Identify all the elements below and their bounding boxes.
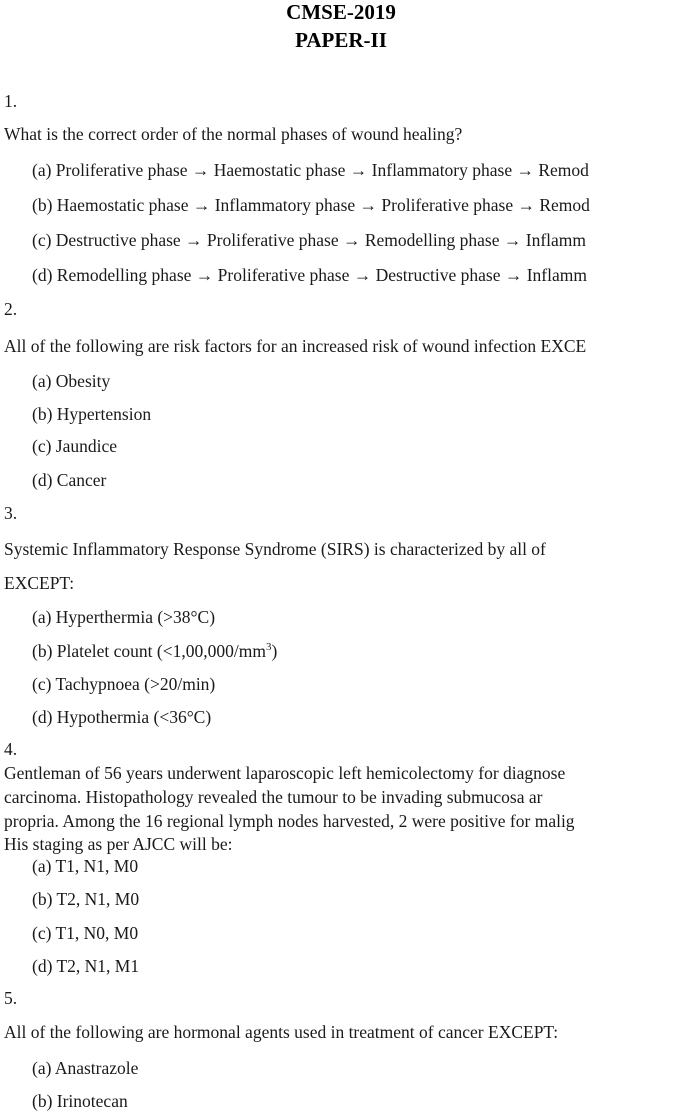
option-c: (c) T1, N0, M0 (32, 923, 139, 943)
option-a: (a) Anastrazole (32, 1058, 139, 1078)
question-text-line-2: carcinoma. Histopathology revealed the tumour to be invading submucosa ar (4, 787, 543, 807)
option-c: (c) Jaundice (32, 436, 118, 456)
question-text: What is the correct order of the normal phases of wound healing? (4, 124, 463, 144)
paper-title: PAPER-II (295, 28, 387, 52)
option-b-text: (b) Platelet count (<1,00,000/mm (32, 641, 266, 661)
exam-title: CMSE-2019 (286, 0, 396, 24)
question-text-line-3: propria. Among the 16 regional lymph nodes harvested, 2 were positive for malig (4, 811, 575, 831)
superscript: 3 (265, 641, 272, 654)
option-a: (a) Obesity (32, 371, 111, 391)
question-text: All of the following are hormonal agents used in treatment of cancer EXCEPT: (4, 1022, 559, 1042)
option-b-tail: ) (271, 641, 278, 661)
option-d: (d) Cancer (32, 470, 107, 490)
question-number: 5. (4, 988, 18, 1008)
option-c: (c) Tachypnoea (>20/min) (32, 674, 216, 694)
option-b: (b) Hypertension (32, 404, 152, 424)
question-text: All of the following are risk factors for an increased risk of wound infection EXCE (4, 336, 587, 356)
question-number: 2. (4, 299, 18, 319)
option-d: (d) Hypothermia (<36°C) (32, 707, 212, 727)
question-text-line-1: Systemic Inflammatory Response Syndrome (SIRS) is characterized by all of (4, 539, 546, 559)
option-c: (c) Destructive phase → Proliferative phase → Remodelling phase → Inflamm (32, 230, 587, 250)
question-text-line-2: EXCEPT: (4, 573, 75, 593)
question-text-line-1: Gentleman of 56 years underwent laparoscopic left hemicolectomy for diagnose (4, 763, 566, 783)
option-b: (b) T2, N1, M0 (32, 889, 140, 909)
option-b: (b) Irinotecan (32, 1091, 128, 1111)
option-a: (a) T1, N1, M0 (32, 856, 139, 876)
question-text-line-4: His staging as per AJCC will be: (4, 834, 233, 854)
question-number: 4. (4, 739, 18, 759)
option-a: (a) Proliferative phase → Haemostatic phase → Inflammatory phase → Remod (32, 160, 589, 180)
question-number: 1. (4, 91, 18, 111)
option-d: (d) T2, N1, M1 (32, 956, 140, 976)
option-b: (b) Haemostatic phase → Inflammatory phase → Proliferative phase → Remod (32, 195, 590, 215)
option-d: (d) Remodelling phase → Proliferative phase → Destructive phase → Inflamm (32, 265, 587, 285)
option-a: (a) Hyperthermia (>38°C) (32, 607, 216, 627)
question-number: 3. (4, 503, 18, 523)
option-b (32, 640, 277, 662)
